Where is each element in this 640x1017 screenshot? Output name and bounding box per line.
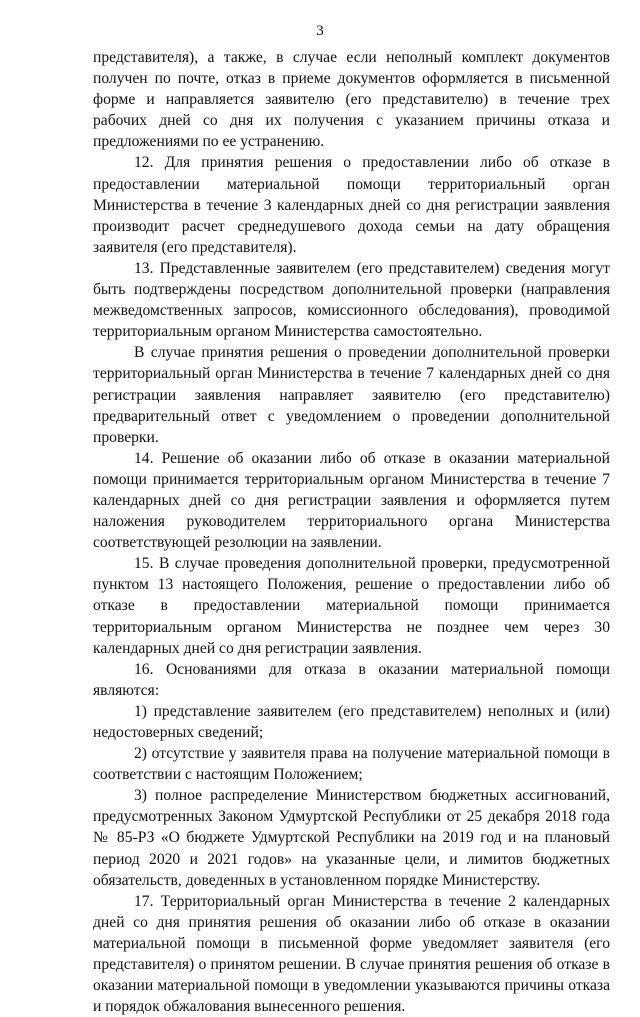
paragraph-item-15: 15. В случае проведения дополнительной проверки, предусмотренной пунктом 13 настоящего Положения, решение о предоставлении либо об отказе в предоставлении материальной помощи принимается территориальным органом Министерства не позднее чем через 30 календарных дней со дня регистрации заявления.: [93, 555, 610, 657]
paragraph-item-16: 16. Основаниями для отказа в оказании материальной помощи являются:: [93, 660, 610, 699]
page-number: 3: [316, 23, 324, 39]
document-body: [93, 47, 610, 1017]
paragraph-item-12: 12. Для принятия решения о предоставлении либо об отказе в предоставлении материальной помощи территориальный орган Министерства в течение 3 календарных дней со дня регистрации заявления производит расчет среднедушевого дохода семьи на дату обращения заявителя (его представителя).: [93, 154, 610, 256]
paragraph-item-13: 13. Представленные заявителем (его представителем) сведения могут быть подтверждены посредством дополнительной проверки (направления межведомственных запросов, комиссионного обследования), проводимой территориальным органом Министерства самостоятельно.: [93, 259, 610, 341]
paragraph-item-14: 14. Решение об оказании либо об отказе в оказании материальной помощи принимается территориальным органом Министерства в течение 7 календарных дней со дня регистрации заявления и оформляется путем наложения руководителем территориального органа Министерства соответствующей резолюции на заявлении.: [93, 449, 610, 552]
paragraph-item-16-reason-3: 3) полное распределение Министерством бюджетных ассигнований, предусмотренных Законом Удмуртской Республики от 25 декабря 2018 года № 85-РЗ «О бюджете Удмуртской Республики на 2019 год и на плановый период 2020 и 2021 годов» на указанные цели, и лимитов бюджетных обязательств, доведенных в установленном порядке Министерству.: [93, 787, 610, 889]
paragraph-item-16-reason-2: 2) отсутствие у заявителя права на получение материальной помощи в соответствии с настоящим Положением;: [93, 745, 610, 784]
paragraph-item-17: 17. Территориальный орган Министерства в течение 2 календарных дней со дня принятия решения об оказании либо об отказе в оказании материальной помощи в письменной форме уведомляет заявителя (его представителя) о принятом решении. В случае принятия решения об отказе в оказании материальной помощи в уведомлении указываются причины отказа и порядок обжалования вынесенного решения.: [93, 892, 610, 1016]
paragraph-item-16-reason-1: 1) представление заявителем (его представителем) неполных и (или) недостоверных сведений;: [93, 702, 610, 741]
paragraph-item-13-additional-check: В случае принятия решения о проведении дополнительной проверки территориальный орган Министерства в течение 7 календарных дней со дня регистрации заявления направляет заявителю (его представителю) предварительный ответ с уведомлением о проведении дополнительной проверки.: [93, 344, 610, 446]
paragraph-continuation: представителя), а также, в случае если неполный комплект документов получен по почте, отказ в приеме документов оформляется в письменной форме и направляется заявителю (его представителю) в течение трех рабочих дней со дня их получения с указанием причины отказа и предложениями по ее устранению.: [93, 49, 610, 151]
